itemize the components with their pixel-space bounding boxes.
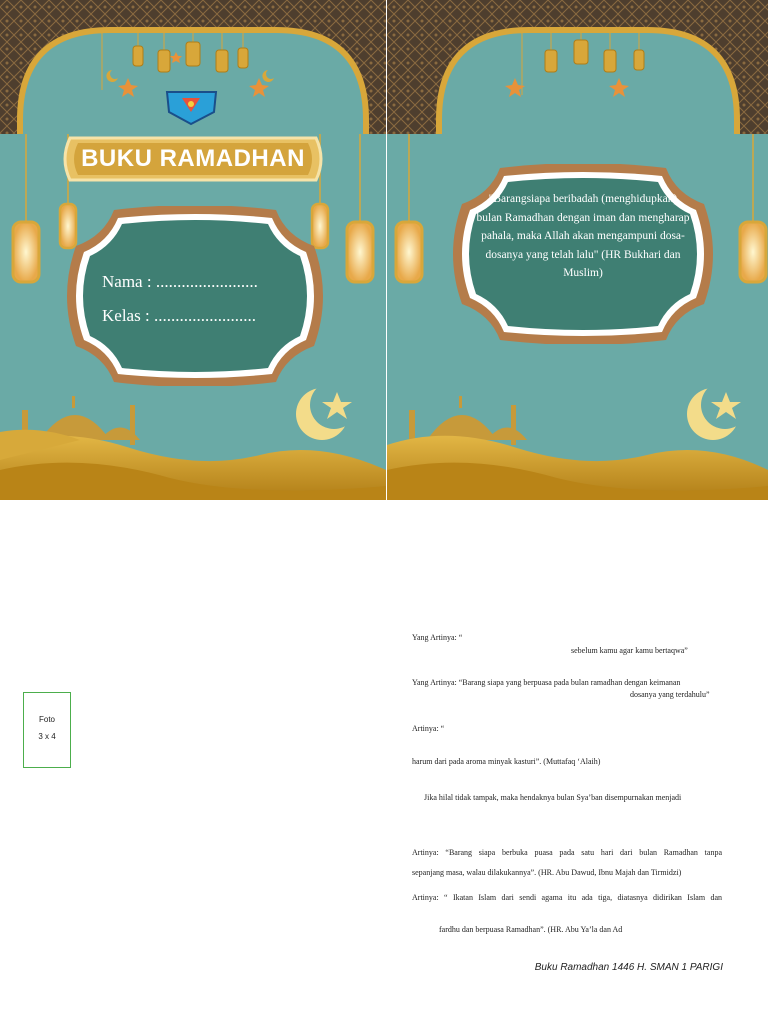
hadith-frame <box>440 164 726 344</box>
text-line-6: harum dari pada aroma minyak kasturi”. (Muttafaq ‘Alaih) <box>412 757 601 766</box>
text-line-5: Artinya: “ <box>412 724 445 733</box>
text-line-4: dosanya yang terdahulu” <box>630 690 710 699</box>
title-banner <box>58 136 328 182</box>
photo-placeholder <box>23 692 71 768</box>
front-cover <box>0 0 386 500</box>
text-line-7: Jika hilal tidak tampak, maka hendaknya bulan Sya’ban disempurnakan menjadi <box>424 793 682 802</box>
back-cover <box>387 0 768 500</box>
kelas-label: Kelas : <box>102 306 150 325</box>
nama-label: Nama : <box>102 272 152 291</box>
photo-label: Foto <box>38 715 55 724</box>
text-line-10: Artinya: “ Ikatan Islam dari sendi agama itu ada tiga, diatasnya didirikan Islam dan <box>412 893 722 902</box>
text-line-2: sebelum kamu agar kamu bertaqwa” <box>571 646 688 655</box>
text-line-1: Yang Artinya: “ <box>412 633 463 642</box>
photo-size: 3 x 4 <box>38 732 56 741</box>
page-footer: Buku Ramadhan 1446 H. SMAN 1 PARIGI <box>534 962 723 973</box>
nama-blank: ........................ <box>155 272 258 291</box>
kelas-blank: ........................ <box>153 306 256 325</box>
student-info-frame <box>54 206 336 386</box>
text-line-11: fardhu dan berpuasa Ramadhan”. (HR. Abu Ya’la dan Ad <box>439 925 623 934</box>
text-line-3: Yang Artinya: “Barang siapa yang berpuasa pada bulan ramadhan dengan keimanan <box>412 678 681 687</box>
nama-field-line <box>102 272 258 292</box>
kelas-field-line <box>102 306 256 326</box>
book-title: BUKU RAMADHAN <box>81 145 305 172</box>
text-line-8: Artinya: “Barang siapa berbuka puasa pada satu hari dari bulan Ramadhan tanpa <box>412 848 722 857</box>
text-line-9: sepanjang masa, walau dilakukannya”. (HR. Abu Dawud, Ibnu Majah dan Tirmidzi) <box>412 868 682 877</box>
hadith-quote: "Barangsiapa beribadah (menghidupkan) bulan Ramadhan dengan iman dan mengharap pahala, maka Allah akan mengampuni dosa-dosanya yang telah lalu" (HR Bukhari dan Muslim) <box>476 193 690 279</box>
